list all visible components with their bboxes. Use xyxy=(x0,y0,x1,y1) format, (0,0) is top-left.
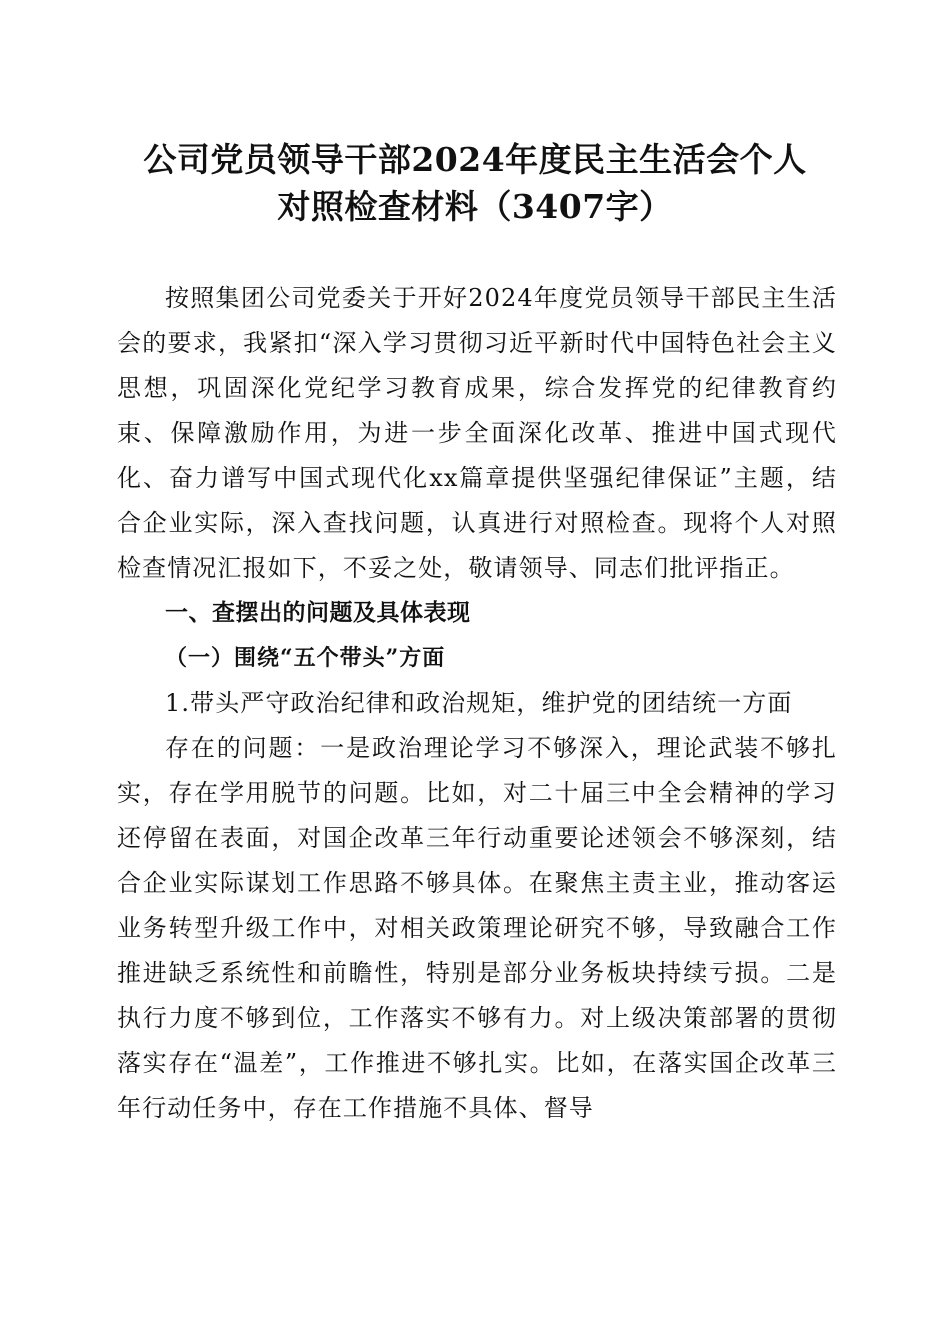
section-heading-problems: 一、查摆出的问题及具体表现 xyxy=(165,600,471,626)
document-body xyxy=(117,276,837,1131)
intro-paragraph: 按照集团公司党委关于开好2024年度党员领导干部民主生活会的要求，我紧扣“深入学习贯彻习近平新时代中国特色社会主义思想，巩固深化党纪学习教育成果，综合发挥党的纪律教育约束、保障激励作用，为进一步全面深化改革、推进中国式现代化、奋力谱写中国式现代化xx篇章提供坚强纪律保证”主题，结合企业实际，深入查找问题，认真进行对照检查。现将个人对照检查情况汇报如下，不妥之处，敬请领导、同志们批评指正。 xyxy=(117,284,837,582)
document-title xyxy=(60,136,890,230)
problems-paragraph: 存在的问题：一是政治理论学习不够深入，理论武装不够扎实，存在学用脱节的问题。比如，对二十届三中全会精神的学习还停留在表面，对国企改革三年行动重要论述领会不够深刻，结合企业实际谋划工作思路不够具体。在聚焦主责主业，推动客运业务转型升级工作中，对相关政策理论研究不够，导致融合工作推进缺乏系统性和前瞻性，特别是部分业务板块持续亏损。二是执行力度不够到位，工作落实不够有力。对上级决策部署的贯彻落实存在“温差”，工作推进不够扎实。比如，在落实国企改革三年行动任务中，存在工作措施不具体、督导 xyxy=(117,734,837,1122)
item-heading-political-discipline: 1.带头严守政治纪律和政治规矩，维护党的团结统一方面 xyxy=(165,689,793,717)
subsection-heading-five-leads: （一）围绕“五个带头”方面 xyxy=(165,645,446,671)
document-title-line-2: 对照检查材料（3407字） xyxy=(277,187,673,226)
document-title-line-1: 公司党员领导干部2024年度民主生活会个人 xyxy=(143,140,807,179)
